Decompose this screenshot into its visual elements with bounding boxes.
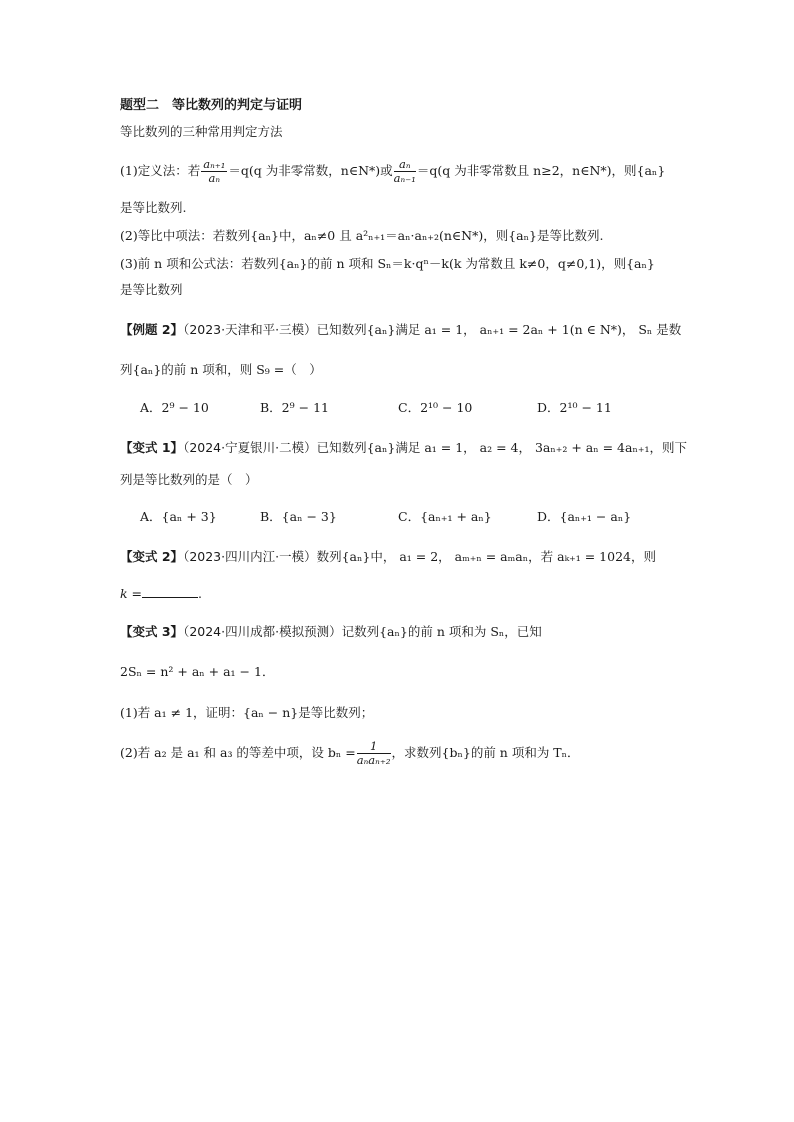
variant-2-line2: [120, 586, 202, 602]
variant-3-q2-suffix: ，求数列{bₙ}的前 n 项和为 Tₙ．: [391, 745, 580, 760]
method-1-mid1: ＝q(q 为非零常数，n∈N*)或: [228, 163, 393, 178]
section-title: 题型二 等比数列的判定与证明: [120, 98, 303, 113]
example-2-option-d: D．2¹⁰ − 11: [537, 400, 612, 415]
variant-3-tag: 【变式 3】: [120, 624, 184, 639]
variant-3-question-1: (1)若 a₁ ≠ 1，证明：{aₙ − n}是等比数列；: [120, 705, 374, 720]
method-1-tail: 是等比数列.: [120, 200, 187, 215]
variant-1-option-c: C．{aₙ₊₁ + aₙ}: [398, 509, 492, 524]
variant-1-source: （2024·宁夏银川·二模）: [183, 440, 317, 455]
example-2-option-c: C．2¹⁰ − 10: [398, 400, 473, 415]
variant-3-question-2: [120, 740, 580, 767]
fraction-numerator: 1: [357, 740, 391, 754]
fraction-denominator: aₙ: [208, 171, 221, 185]
example-2-text: 已知数列{aₙ}满足 a₁ = 1， aₙ₊₁ = 2aₙ + 1(n ∈ N*)， Sₙ 是数: [316, 322, 682, 337]
section-subtitle: 等比数列的三种常用判定方法: [120, 124, 283, 139]
example-2-source: （2023·天津和平·三模）: [183, 322, 317, 337]
fraction-an1-over-an: [201, 158, 227, 185]
method-1-label: (1)定义法：若: [120, 163, 201, 178]
example-2-option-b: B．2⁹ − 11: [260, 400, 329, 415]
method-1-mid2: ＝q(q 为非零常数且 n≥2，n∈N*)，则{aₙ}: [416, 163, 666, 178]
variant-1-text: 已知数列{aₙ}满足 a₁ = 1， a₂ = 4， 3aₙ₊₂ + aₙ = 4aₙ₊₁，则下: [316, 440, 687, 455]
variant-1-option-b: B．{aₙ − 3}: [260, 509, 337, 524]
example-2-option-a: A．2⁹ − 10: [140, 400, 209, 415]
method-1-line: [120, 158, 665, 185]
variant-2-text: 数列{aₙ}中， a₁ = 2， aₘ₊ₙ = aₘaₙ，若 aₖ₊₁ = 1024，则: [316, 549, 656, 564]
variant-1-option-a: A．{aₙ + 3}: [140, 509, 217, 524]
fraction-numerator: aₙ₊₁: [203, 157, 226, 171]
variant-1-option-d: D．{aₙ₊₁ − aₙ}: [537, 509, 632, 524]
variant-3-line2: 2Sₙ = n² + aₙ + a₁ − 1．: [120, 664, 275, 679]
fraction-denominator: aₙaₙ₊₂: [356, 753, 391, 767]
method-3-line2: 是等比数列: [120, 282, 183, 297]
example-2-line2: 列{aₙ}的前 n 项和，则 S₉ =（ ）: [120, 362, 322, 377]
answer-blank[interactable]: [142, 587, 198, 598]
fraction-denominator: aₙ₋₁: [393, 171, 416, 185]
variant-3-text: 记数列{aₙ}的前 n 项和为 Sₙ，已知: [341, 624, 542, 639]
example-2-tag: 【例题 2】: [120, 322, 184, 337]
method-2: (2)等比中项法：若数列{aₙ}中，aₙ≠0 且 a²ₙ₊₁＝aₙ·aₙ₊₂(n∈N*)，则{aₙ}是等比数列.: [120, 228, 604, 243]
variant-2-source: （2023·四川内江·一模）: [183, 549, 317, 564]
variant-2-tag: 【变式 2】: [120, 549, 184, 564]
variant-1-line2: 列是等比数列的是（ ）: [120, 472, 258, 487]
variant-2-period: .: [198, 586, 203, 601]
fraction-1-over-an-an2: [357, 740, 391, 767]
method-3-line1: (3)前 n 项和公式法：若数列{aₙ}的前 n 项和 Sₙ＝k·qⁿ－k(k 为常数且 k≠0，q≠0,1)，则{aₙ}: [120, 256, 655, 271]
variant-3-source: （2024·四川成都·模拟预测）: [183, 624, 342, 639]
variant-2-line1: [120, 549, 656, 565]
variant-3-line1: [120, 624, 542, 640]
variant-3-q2-prefix: (2)若 a₂ 是 a₁ 和 a₃ 的等差中项，设 bₙ =: [120, 745, 356, 760]
example-2-line1: [120, 322, 681, 338]
fraction-an-over-an-1: [394, 158, 416, 185]
variant-1-line1: [120, 440, 687, 456]
variant-1-tag: 【变式 1】: [120, 440, 184, 455]
variant-2-k-label: k =: [120, 586, 143, 601]
fraction-numerator: aₙ: [394, 158, 416, 172]
